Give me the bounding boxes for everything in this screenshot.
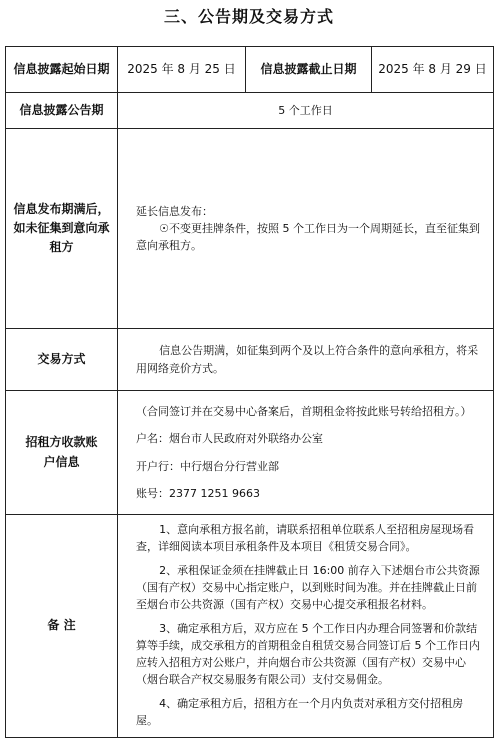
period-row [6,93,494,129]
account-label: 招租方收款账户信息 [6,391,118,515]
period-value: 5 个工作日 [118,93,494,129]
dates-row [6,47,494,93]
notes-row [6,515,494,738]
account-number: 账号：2377 1251 9663 [136,486,260,500]
end-date-value: 2025 年 8 月 29 日 [372,47,494,93]
start-date-value: 2025 年 8 月 25 日 [118,47,246,93]
extension-row [6,129,494,329]
account-row [6,391,494,515]
announcement-table [5,46,494,738]
section-title: 三、公告期及交易方式 [163,7,334,26]
note-item: 1、意向承租方报名前，请联系招租单位联系人至招租房屋现场看查，详细阅读本项目承租条件及本项目《租赁交易合同》。 [136,523,475,554]
notes-label: 备 注 [6,515,118,738]
trade-row [6,329,494,391]
trade-text: 信息公告期满，如征集到两个及以上符合条件的意向承租方，将采用网络竞价方式。 [136,344,479,375]
note-item: 2、承租保证金须在挂牌截止日 16:00 前存入下述烟台市公共资源（国有产权）交易中心指定账户，以到账时间为准。并在挂牌截止日前至烟台市公共资源（国有产权）交易中心提交承租报名材料。 [136,564,480,612]
account-content [118,391,494,515]
extension-line-2: ☉不变更挂牌条件，按照 5 个工作日为一个周期延长，直至征集到意向承租方。 [136,221,480,253]
note-item: 4、确定承租方后，招租方在一个月内负责对承租方交付招租房屋。 [136,697,464,728]
notes-content [118,515,494,738]
account-note: （合同签订并在交易中心备案后，首期租金将按此账号转给招租方。） [136,405,472,419]
start-date-label: 信息披露起始日期 [6,47,118,93]
period-label: 信息披露公告期 [6,93,118,129]
trade-content [118,329,494,391]
account-bank: 开户行：中行烟台分行营业部 [136,459,279,473]
extension-line-1: 延长信息发布： [136,204,213,218]
extension-content [118,129,494,329]
note-item: 3、确定承租方后，双方应在 5 个工作日内办理合同签署和价款结算等手续，成交承租方的首期租金自租赁交易合同签订后 5 个工作日内应转入招租方对公账户，并向烟台市公共资源（国有产权）交易中心（烟台联合产权交易服务有限公司）支付交易佣金。 [136,622,480,687]
extension-label: 信息发布期满后，如未征集到意向承租方 [6,129,118,329]
trade-label: 交易方式 [6,329,118,391]
end-date-label: 信息披露截止日期 [246,47,372,93]
account-name: 户名：烟台市人民政府对外联络办公室 [136,432,323,446]
